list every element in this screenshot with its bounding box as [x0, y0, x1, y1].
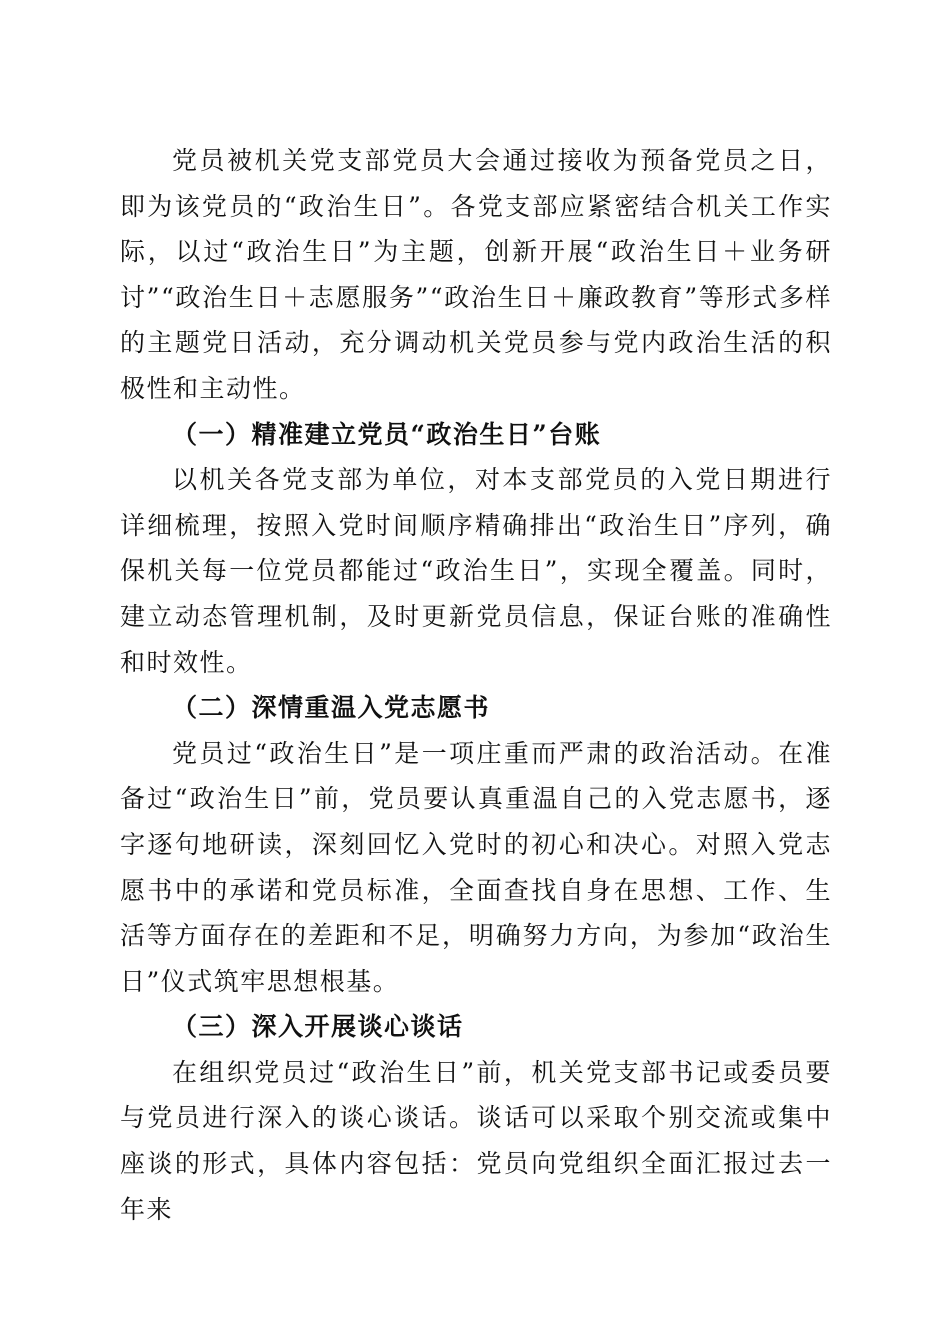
section-heading-2: （二）深情重温入党志愿书 — [172, 693, 491, 723]
paragraph-heart-to-heart-talk: 在组织党员过“政治生日”前，机关党支部书记或委员要与党员进行深入的谈心谈话。谈话可以采取个别交流或集中座谈的形式，具体内容包括：党员向党组织全面汇报过去一年来 — [120, 1057, 832, 1224]
paragraph-intro: 党员被机关党支部党员大会通过接收为预备党员之日，即为该党员的“政治生日”。各党支部应紧密结合机关工作实际，以过“政治生日”为主题，创新开展“政治生日＋业务研讨”“政治生日＋志愿服务”“政治生日＋廉政教育”等形式多样的主题党日活动，充分调动机关党员参与党内政治生活的积极性和主动性。 — [120, 146, 832, 403]
section-heading-3: （三）深入开展谈心谈话 — [172, 1012, 464, 1042]
section-heading-1: （一）精准建立党员“政治生日”台账 — [172, 419, 602, 449]
document-body — [120, 138, 832, 1232]
paragraph-application-review: 党员过“政治生日”是一项庄重而严肃的政治活动。在准备过“政治生日”前，党员要认真重温自己的入党志愿书，逐字逐句地研读，深刻回忆入党时的初心和决心。对照入党志愿书中的承诺和党员标准，全面查找自身在思想、工作、生活等方面存在的差距和不足，明确努力方向，为参加“政治生日”仪式筑牢思想根基。 — [120, 738, 832, 996]
paragraph-ledger: 以机关各党支部为单位，对本支部党员的入党日期进行详细梳理，按照入党时间顺序精确排出“政治生日”序列，确保机关每一位党员都能过“政治生日”，实现全覆盖。同时，建立动态管理机制，及时更新党员信息，保证台账的准确性和时效性。 — [120, 465, 832, 677]
